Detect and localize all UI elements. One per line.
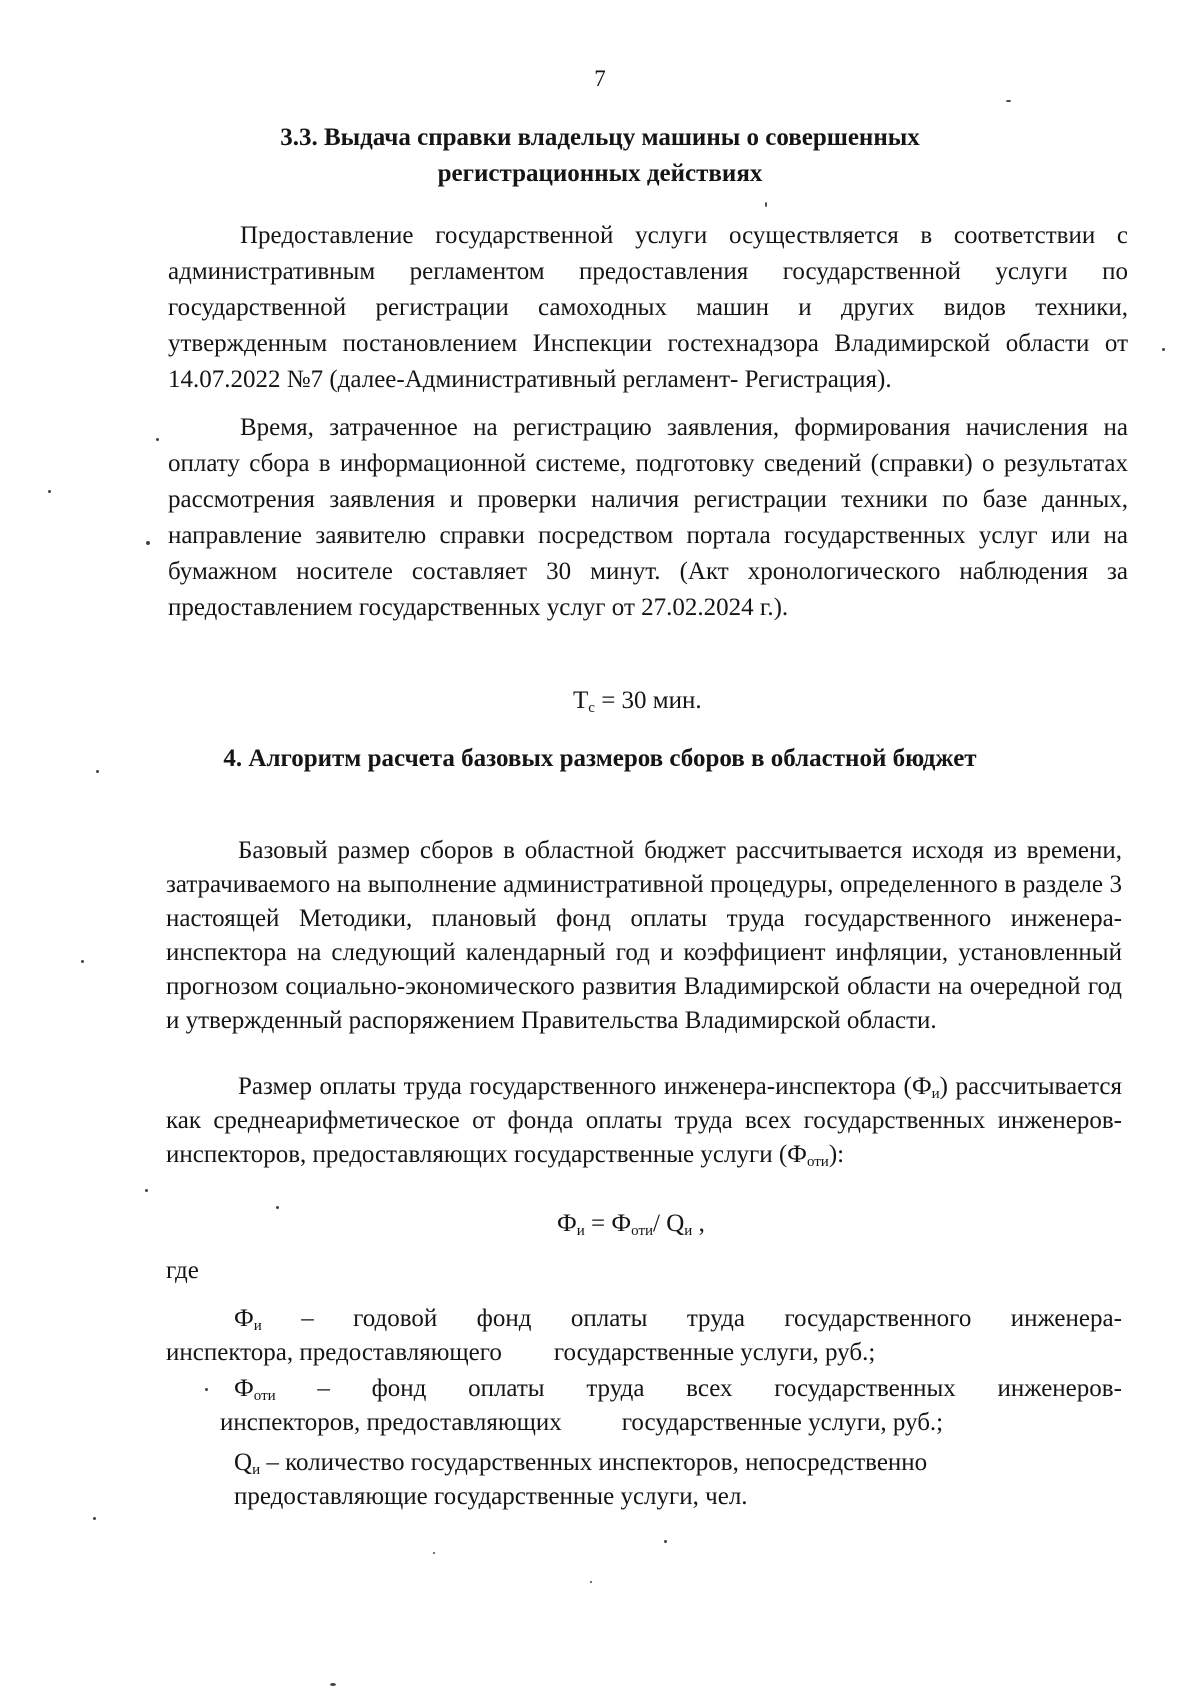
definition-fi bbox=[166, 1302, 1122, 1370]
time-formula-subscript: с bbox=[588, 700, 595, 716]
time-formula-value: = 30 мин. bbox=[594, 687, 702, 714]
salary-formula-lhs: Ф bbox=[557, 1210, 577, 1237]
scan-speck bbox=[81, 960, 84, 963]
time-formula-symbol: Т bbox=[573, 687, 589, 714]
paragraph-2-text-c: ): bbox=[828, 1141, 845, 1168]
word: оплаты bbox=[468, 1375, 545, 1402]
word: годовой bbox=[353, 1305, 438, 1332]
scan-speck bbox=[205, 1388, 208, 1391]
section-4-paragraph-1: Базовый размер сборов в областной бюджет рассчитывается исходя из времени, затрачиваемого на выполнение административной процедуры, определенного в разделе 3 настоящей Методики, плановый фонд оплаты труда государственного инженера-инспектора на следующий календарный год и коэффициент инфляции, установленный прогнозом социально-экономического развития Владимирской области на очередной год и утвержденный распоряжением Правительства Владимирской области. bbox=[166, 837, 1122, 1034]
salary-formula-eq: = Ф bbox=[584, 1210, 632, 1237]
definition-line-1 bbox=[234, 1446, 1134, 1480]
scan-speck bbox=[146, 541, 150, 545]
scan-speck bbox=[156, 438, 159, 441]
symbol-sub: и bbox=[253, 1318, 262, 1334]
where-label: где bbox=[166, 1257, 199, 1284]
section-4-paragraph-2 bbox=[166, 1070, 1122, 1172]
section-3-3-paragraph-1: Предоставление государственной услуги осуществляется в соответствии с административным регламентом предоставления государственной услуги по государственной регистрации самоходных машин и других видов техники, утвержденным постановлением Инспекции гостехнадзора Владимирской области от 14.07.2022 №7 (далее-Административный регламент- Регистрация). bbox=[168, 222, 1128, 393]
definition-line-2 bbox=[166, 1406, 1122, 1440]
definition-qi bbox=[234, 1446, 1134, 1514]
scan-speck bbox=[330, 1683, 336, 1686]
section-3-3-title bbox=[0, 120, 1200, 192]
salary-formula-div: / Q bbox=[653, 1210, 685, 1237]
line-2-part-2: государственные услуги, руб.; bbox=[621, 1409, 944, 1436]
salary-formula bbox=[0, 1210, 1200, 1238]
line-1-text: – количество государственных инспекторов, непосредственно bbox=[260, 1449, 928, 1476]
symbol-sub: оти bbox=[253, 1388, 276, 1404]
page-number: 7 bbox=[594, 66, 606, 91]
scan-speck bbox=[276, 1206, 279, 1209]
symbol-letter: Q bbox=[234, 1449, 253, 1476]
word: инженера- bbox=[1010, 1305, 1122, 1332]
word: – bbox=[301, 1305, 314, 1332]
definition-line-2 bbox=[166, 1336, 1122, 1370]
paragraph-2-sub-2: оти bbox=[806, 1154, 829, 1170]
paragraph-2-text-a: Размер оплаты труда государственного инженера-инспектора (Ф bbox=[238, 1073, 932, 1100]
definition-foti bbox=[166, 1372, 1122, 1440]
section-4-title: 4. Алгоритм расчета базовых размеров сборов в областной бюджет bbox=[223, 745, 977, 772]
scan-speck bbox=[48, 490, 51, 493]
symbol-sub: и bbox=[252, 1462, 261, 1478]
salary-formula-tail: , bbox=[692, 1210, 705, 1237]
definition-line-1 bbox=[166, 1302, 1122, 1336]
scan-speck bbox=[145, 1189, 148, 1192]
line-2-part-2: государственные услуги, руб.; bbox=[553, 1339, 876, 1366]
definition-line-2: предоставляющие государственные услуги, чел. bbox=[234, 1483, 748, 1510]
scan-speck bbox=[590, 1581, 592, 1583]
time-formula bbox=[0, 687, 1200, 715]
definition-symbol bbox=[234, 1302, 262, 1336]
scan-speck bbox=[765, 202, 767, 207]
word: труда bbox=[586, 1375, 645, 1402]
scan-speck bbox=[664, 1540, 667, 1543]
word: труда bbox=[686, 1305, 745, 1332]
section-3-3-title-line2: регистрационных действиях bbox=[437, 160, 763, 187]
word: инженеров- bbox=[997, 1375, 1122, 1402]
scan-speck bbox=[1006, 100, 1011, 102]
scan-speck bbox=[1162, 348, 1165, 351]
word: государственного bbox=[784, 1305, 972, 1332]
section-3-3-title-line1: 3.3. Выдача справки владельцу машины о совершенных bbox=[280, 124, 920, 151]
word: – bbox=[317, 1375, 330, 1402]
definition-line-1 bbox=[166, 1372, 1122, 1406]
salary-formula-lhs-sub: и bbox=[576, 1223, 585, 1239]
word: оплаты bbox=[570, 1305, 648, 1332]
symbol-letter: Ф bbox=[234, 1375, 254, 1402]
section-3-3-paragraph-2: Время, затраченное на регистрацию заявления, формирования начисления на оплату сбора в информационной системе, подготовку сведений (справки) о результатах рассмотрения заявления и проверки наличия регистрации техники по базе данных, направление заявителю справки посредством портала государственных услуг или на бумажном носителе составляет 30 минут. (Акт хронологического наблюдения за предоставлением государственных услуг от 27.02.2024 г.). bbox=[168, 414, 1128, 621]
word: фонд bbox=[476, 1305, 532, 1332]
symbol-letter: Ф bbox=[234, 1305, 254, 1332]
paragraph-2-text-b: ) рассчитывается как среднеарифметическое от фонда оплаты труда всех государственных инженеров-инспекторов, предоставляющих государственные услуги (Ф bbox=[166, 1073, 1123, 1168]
salary-formula-rhs-sub: оти bbox=[631, 1223, 654, 1239]
scan-speck bbox=[93, 1517, 96, 1520]
definition-symbol bbox=[234, 1372, 276, 1406]
salary-formula-div-sub: и bbox=[684, 1223, 693, 1239]
line-2-part-1: инспектора, предоставляющего bbox=[166, 1339, 502, 1366]
word: всех bbox=[686, 1375, 733, 1402]
word: фонд bbox=[371, 1375, 427, 1402]
paragraph-2-sub-1: и bbox=[931, 1086, 940, 1102]
scan-speck bbox=[433, 1552, 435, 1554]
word: государственных bbox=[774, 1375, 956, 1402]
line-2-part-1: инспекторов, предоставляющих bbox=[220, 1409, 562, 1436]
scan-speck bbox=[96, 770, 99, 773]
